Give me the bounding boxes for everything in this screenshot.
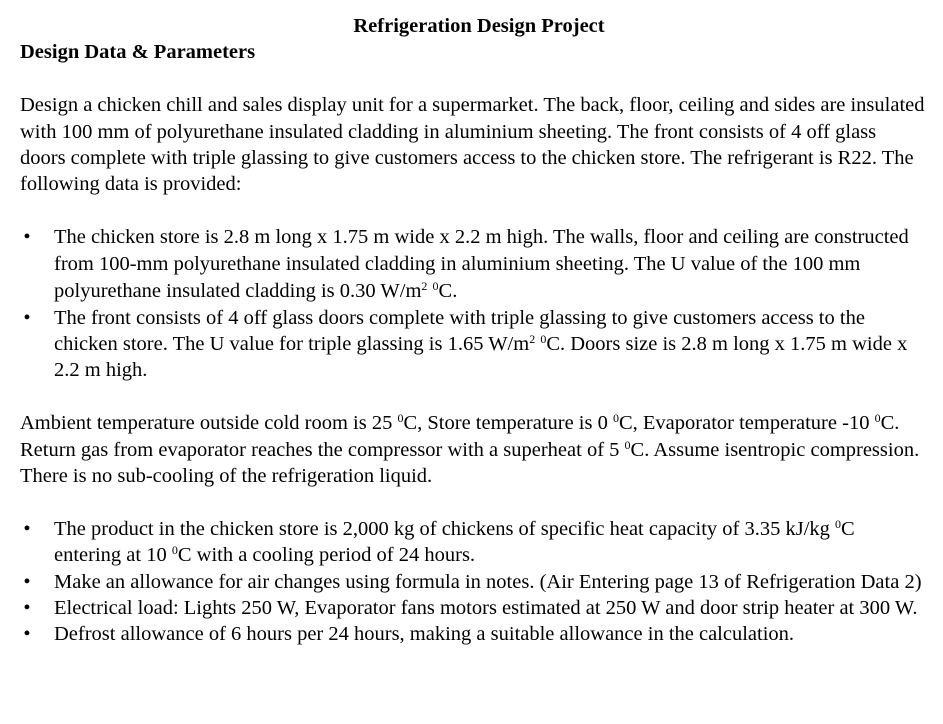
superscript: 0 (540, 332, 547, 347)
superscript: 0 (612, 411, 619, 426)
superscript: 0 (171, 543, 178, 558)
conditions-text: C, Store temperature is 0 (403, 412, 613, 435)
spacer (20, 489, 925, 515)
bullet-icon: • (23, 226, 31, 249)
document-page (20, 13, 925, 648)
superscript: 0 (397, 411, 404, 426)
spacer (20, 66, 925, 92)
list-item-text: Defrost allowance of 6 hours per 24 hours, making a suitable allowance in the calculation. (54, 623, 795, 646)
page-title: Refrigeration Design Project (353, 15, 605, 37)
load-list (20, 516, 925, 648)
bullet-icon: • (23, 597, 31, 620)
store-spec-list (20, 224, 925, 384)
list-item-text: The product in the chicken store is 2,000 kg of chickens of specific heat capacity of 3.35 kJ/kg (54, 517, 836, 540)
section-heading: Design Data & Parameters (20, 41, 256, 64)
list-item (20, 305, 925, 384)
conditions-text: C. Return gas from evaporator reaches the compressor with a superheat of 5 (20, 412, 900, 461)
bullet-icon: • (23, 623, 31, 646)
spacer (20, 384, 925, 410)
superscript: 0 (874, 411, 881, 426)
conditions-text: C. Assume isentropic compression. There is no sub-cooling of the refrigeration liquid. (20, 438, 920, 488)
list-item-text: C entering at 10 (54, 517, 855, 567)
intro-paragraph: Design a chicken chill and sales display unit for a supermarket. The back, floor, ceiling and sides are insulated with 100 mm of polyurethane insulated cladding in aluminium sheeting. The front consists of 4 off glass doors complete with triple glassing to give customers access to the chicken store. The refrigerant is R22. The following data is provided: (20, 94, 925, 196)
bullet-icon: • (23, 306, 31, 329)
list-item (20, 224, 925, 304)
superscript: 0 (432, 278, 439, 293)
list-item-text: C. (438, 279, 458, 302)
conditions-text: Ambient temperature outside cold room is 25 (20, 412, 398, 435)
list-item-text: C. Doors size is 2.8 m long x 1.75 m wide x 2.2 m high. (54, 333, 908, 382)
list-item (20, 569, 925, 595)
list-item-text: The chicken store is 2.8 m long x 1.75 m wide x 2.2 m high. The walls, floor and ceiling are constructed from 100-mm polyurethane insulated cladding in aluminium sheeting. The U value of the 100 mm polyurethane insulated cladding is 0.30 W/m (54, 226, 909, 302)
superscript: 0 (835, 516, 842, 531)
list-item-text: C with a cooling period of 24 hours. (177, 544, 476, 567)
bullet-icon: • (23, 517, 31, 540)
list-item (20, 595, 925, 621)
spacer (20, 198, 925, 224)
list-item (20, 621, 925, 647)
list-item-text: Make an allowance for air changes using formula in notes. (Air Entering page 13 of Refrigeration Data 2) (54, 570, 922, 593)
superscript: 2 (421, 278, 428, 293)
list-item-text: The front consists of 4 off glass doors complete with triple glassing to give customers access to the chicken store. The U value for triple glassing is 1.65 W/m (54, 306, 865, 356)
superscript: 0 (624, 437, 631, 452)
list-item (20, 516, 925, 569)
bullet-icon: • (23, 570, 31, 593)
conditions-text: C, Evaporator temperature -10 (618, 412, 875, 435)
list-item-text: Electrical load: Lights 250 W, Evaporator fans motors estimated at 250 W and door strip heater at 300 W. (54, 597, 918, 620)
conditions-paragraph (20, 410, 925, 489)
superscript: 2 (529, 332, 536, 347)
